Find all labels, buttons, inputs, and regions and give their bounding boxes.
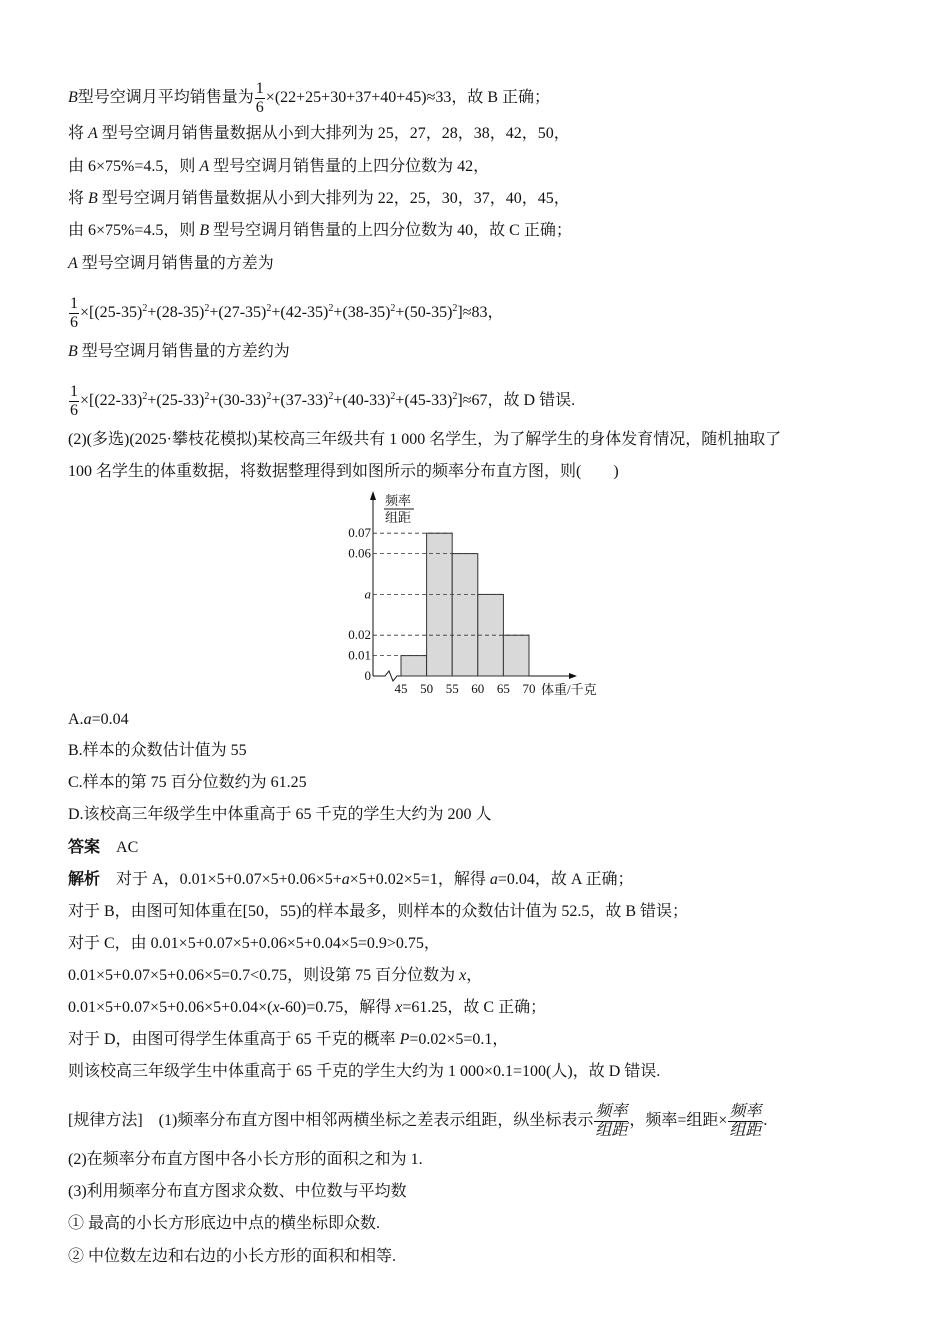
text-line [68, 741, 247, 761]
denominator: 组距 [729, 1122, 762, 1139]
text-segment: +(45-33) [395, 392, 453, 410]
text-line [68, 773, 307, 793]
text-segment: 型号空调月销售量数据从小到大排列为 22，25，30，37，40，45， [97, 190, 570, 207]
denominator: 6 [255, 99, 264, 116]
text-segment: 由 6×75%=4.5，则 [68, 158, 200, 175]
text-segment: =0.02×5=0.1， [409, 1031, 509, 1048]
x-tick-label: 65 [496, 681, 510, 696]
x-axis-label: 体重/千克 [541, 682, 597, 697]
text-segment: 型号空调月销售量的方差为 [77, 255, 274, 272]
math-variable: A [199, 158, 210, 175]
text-segment: 对于 C，由 0.01×5+0.07×5+0.06×5+0.04×5=0.9>0.75， [68, 935, 440, 952]
text-line [68, 1214, 380, 1234]
superscript: 2 [204, 390, 210, 402]
x-tick-label: 45 [394, 681, 408, 696]
y-tick-label: 0 [364, 668, 371, 683]
text-segment: (3)利用频率分布直方图求众数、中位数与平均数 [68, 1183, 407, 1200]
text-segment: +(28-35) [147, 304, 205, 322]
histogram-bar [503, 635, 529, 676]
text-segment: AC [100, 839, 139, 856]
text-segment: +(37-33) [271, 392, 329, 410]
text-line [68, 1103, 767, 1140]
math-variable: a [489, 871, 498, 888]
x-axis-arrow [569, 673, 577, 679]
text-segment: 型号空调月销售量的方差约为 [77, 343, 290, 360]
text-line [68, 710, 129, 730]
math-variable: A [88, 125, 98, 142]
text-segment: +(25-33) [147, 392, 205, 410]
text-segment: +(38-35) [333, 304, 391, 322]
text-line [68, 124, 570, 144]
text-segment: 型号空调月平均销售量为 [77, 89, 254, 107]
text-line [68, 430, 781, 450]
text-segment: [规律方法] (1)频率分布直方图中相邻两横坐标之差表示组距，纵坐标表示 [68, 1112, 594, 1130]
text-segment: ， [466, 967, 483, 984]
superscript: 2 [142, 302, 148, 314]
superscript: 2 [390, 302, 396, 314]
text-line [68, 870, 634, 890]
superscript: 2 [266, 390, 272, 402]
x-tick-label: 55 [445, 681, 459, 696]
text-segment: +(40-33) [333, 392, 391, 410]
text-segment: =0.04，故 A 正确； [497, 871, 634, 888]
text-line [68, 1030, 508, 1050]
text-segment: ×5+0.02×5=1，解得 [349, 871, 490, 888]
text-segment: 0.01×5+0.07×5+0.06×5+0.04×( [68, 999, 273, 1016]
superscript: 2 [452, 390, 458, 402]
text-segment: ，频率=组距× [629, 1112, 728, 1130]
text-segment: +(27-35) [209, 304, 267, 322]
text-line [68, 998, 546, 1018]
denominator: 组距 [595, 1122, 628, 1139]
y-tick-label: 0.02 [348, 627, 371, 643]
fraction [255, 80, 265, 117]
section-label: 解析 [68, 871, 101, 888]
math-variable: a [83, 711, 92, 728]
text-line [68, 934, 440, 954]
text-segment: ]≈67，故 D 错误. [457, 392, 576, 410]
text-segment: 型号空调月销售量的上四分位数为 42， [209, 158, 490, 175]
superscript: 2 [266, 302, 272, 314]
y-tick-label: a [364, 586, 371, 602]
text-line [68, 902, 688, 922]
text-segment: 对于 A，0.01×5+0.07×5+0.06×5+ [100, 871, 342, 888]
text-line [68, 462, 619, 482]
section-label: 答案 [68, 839, 101, 856]
text-line [68, 383, 575, 420]
text-segment: 由 6×75%=4.5，则 [68, 222, 200, 239]
numerator: 1 [70, 295, 78, 312]
fraction [728, 1103, 762, 1140]
math-variable: B [199, 222, 210, 239]
text-segment: (2)(多选)(2025·攀枝花模拟)某校高三年级共有 1 000 名学生，为了解学生的身体发育情况，随机抽取了 [68, 431, 782, 448]
y-axis-label-numerator: 频率 [385, 493, 412, 508]
text-segment: 型号空调月销售量数据从小到大排列为 25，27，28，38，42，50， [97, 125, 570, 142]
text-line [68, 1062, 660, 1082]
math-variable: x [272, 999, 280, 1016]
text-segment: +(42-35) [271, 304, 329, 322]
text-line [68, 342, 290, 362]
math-variable: x [395, 999, 403, 1016]
text-line [68, 966, 482, 986]
superscript: 2 [142, 390, 148, 402]
text-segment: (2)在频率分布直方图中各小长方形的面积之和为 1. [68, 1151, 423, 1168]
y-tick-label: 0.06 [348, 545, 371, 561]
text-segment: 对于 B，由图可知体重在[50，55)的样本最多，则样本的众数估计值为 52.5，故 B 错误； [68, 903, 689, 920]
text-segment: 0.01×5+0.07×5+0.06×5=0.7<0.75，则设第 75 百分位数为 [68, 967, 460, 984]
fraction [69, 295, 79, 332]
x-tick-label: 70 [522, 681, 536, 696]
text-line [68, 295, 504, 332]
fraction [594, 1103, 628, 1140]
math-variable: x [459, 967, 467, 984]
math-variable: a [341, 871, 350, 888]
math-variable: B [68, 343, 78, 360]
y-tick-label: 0.07 [348, 525, 371, 541]
numerator: 1 [255, 80, 264, 97]
x-tick-label: 50 [420, 681, 434, 696]
text-segment: ×[(22-33) [80, 392, 143, 410]
superscript: 2 [328, 390, 334, 402]
y-axis-label-denominator: 组距 [385, 510, 412, 525]
text-segment: ② 中位数左边和右边的小长方形的面积和相等. [68, 1248, 397, 1265]
text-line [68, 189, 570, 209]
text-line [68, 805, 492, 825]
x-tick-label: 60 [471, 681, 485, 696]
math-variable: P [399, 1031, 410, 1048]
text-line [68, 157, 489, 177]
histogram-bar [452, 554, 478, 676]
text-segment: 对于 D，由图可得学生体重高于 65 千克的概率 [68, 1031, 400, 1048]
superscript: 2 [390, 390, 396, 402]
text-segment: . [763, 1112, 768, 1130]
text-line [68, 221, 572, 241]
text-segment: ① 最高的小长方形底边中点的横坐标即众数. [68, 1215, 381, 1232]
histogram-chart [330, 485, 620, 700]
text-segment: 100 名学生的体重数据，将数据整理得到如图所示的频率分布直方图，则( ) [68, 463, 619, 480]
text-segment: ×(22+25+30+37+40+45)≈33，故 B 正确； [265, 89, 551, 107]
text-segment: +(50-35) [395, 304, 453, 322]
superscript: 2 [452, 302, 458, 314]
fraction [69, 383, 79, 420]
denominator: 6 [70, 402, 78, 419]
math-variable: B [88, 190, 98, 207]
text-line [68, 1247, 396, 1267]
text-line [68, 1150, 423, 1170]
math-variable: B [68, 89, 78, 107]
text-segment: 则该校高三年级学生中体重高于 65 千克的学生大约为 1 000×0.1=100(人)，故 D 错误. [68, 1063, 661, 1080]
text-segment: B.样本的众数估计值为 55 [68, 742, 247, 759]
y-tick-label: 0.01 [348, 647, 371, 663]
histogram-bar [427, 533, 453, 676]
text-segment: =0.04 [91, 711, 129, 728]
text-segment: 将 [68, 190, 89, 207]
y-axis-arrow [370, 491, 376, 500]
text-line [68, 254, 274, 274]
text-segment: 将 [68, 125, 89, 142]
text-line [68, 838, 138, 858]
text-segment: -60)=0.75，解得 [279, 999, 396, 1016]
text-segment: =61.25，故 C 正确； [402, 999, 547, 1016]
math-variable: A [68, 255, 78, 272]
superscript: 2 [328, 302, 334, 314]
superscript: 2 [204, 302, 210, 314]
text-segment: 型号空调月销售量的上四分位数为 40，故 C 正确； [209, 222, 572, 239]
text-line [68, 80, 550, 117]
text-segment: ×[(25-35) [80, 304, 143, 322]
text-segment: A. [68, 711, 84, 728]
text-segment: C.样本的第 75 百分位数约为 61.25 [68, 774, 307, 791]
text-segment: +(30-33) [209, 392, 267, 410]
numerator: 频率 [729, 1103, 762, 1120]
numerator: 频率 [595, 1103, 628, 1120]
histogram-bar [401, 656, 427, 676]
numerator: 1 [70, 383, 78, 400]
text-segment: D.该校高三年级学生中体重高于 65 千克的学生大约为 200 人 [68, 806, 492, 823]
text-line [68, 1182, 407, 1202]
text-segment: ]≈83， [457, 304, 504, 322]
denominator: 6 [70, 314, 78, 331]
